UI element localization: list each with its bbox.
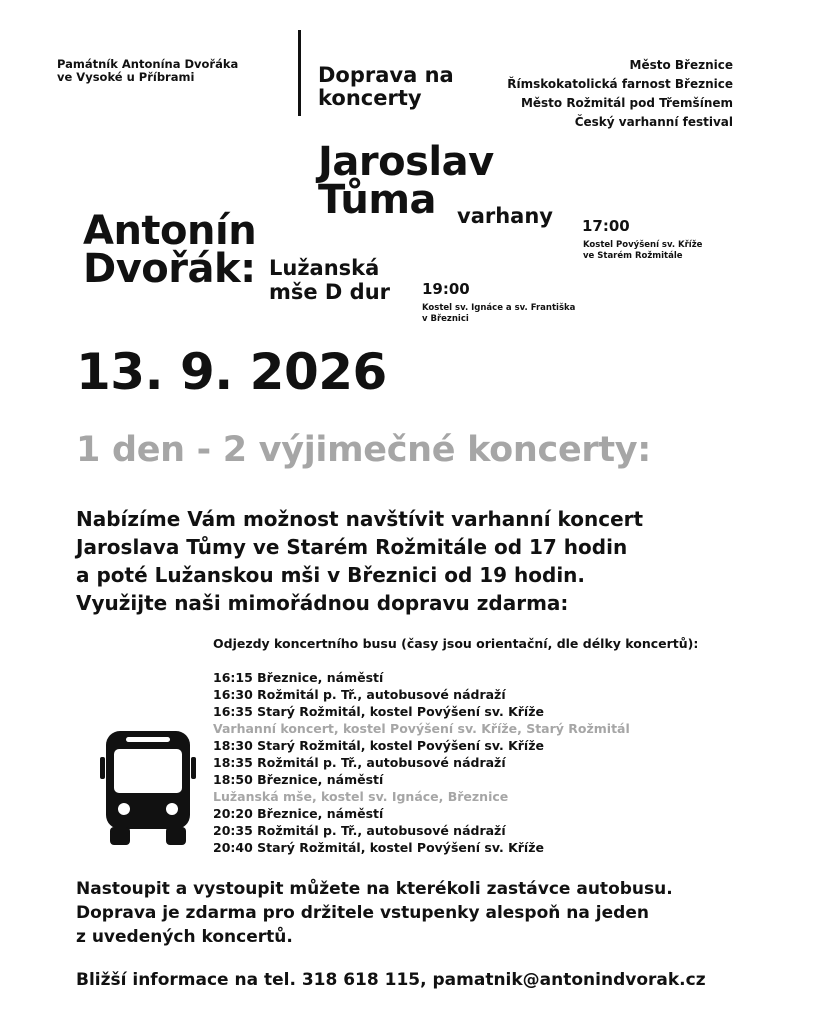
- composer-name: [83, 208, 257, 292]
- schedule-concert-note: Varhanní koncert, kostel Povýšení sv. Kříže, Starý Rožmitál: [213, 721, 630, 736]
- partner-item: Město Rožmitál pod Třemšínem: [520, 96, 733, 110]
- concert2-venue-line-2: v Březnici: [422, 314, 469, 324]
- partner-item: Město Březnice: [629, 58, 733, 72]
- work-title-line-1: Lužanská: [269, 256, 380, 280]
- tagline: 1 den - 2 výjimečné koncerty:: [76, 430, 651, 470]
- footer-info-line: Nastoupit a vystoupit můžete na kterékoli zastávce autobusu.: [76, 879, 673, 899]
- concert1-venue-line-1: Kostel Povýšení sv. Kříže: [583, 240, 703, 250]
- schedule-row: 18:35 Rožmitál p. Tř., autobusové nádraží: [213, 755, 506, 770]
- schedule-row: 18:30 Starý Rožmitál, kostel Povýšení sv. Kříže: [213, 738, 544, 753]
- bus-schedule-heading: Odjezdy koncertního busu (časy jsou orientační, dle délky koncertů):: [213, 636, 699, 651]
- partner-item: Římskokatolická farnost Březnice: [507, 77, 733, 91]
- partner-item: Český varhanní festival: [574, 115, 733, 129]
- intro-line: Nabízíme Vám možnost navštívit varhanní koncert: [76, 507, 644, 531]
- contact-info: Bližší informace na tel. 318 618 115, pamatnik@antonindvorak.cz: [76, 970, 706, 990]
- schedule-row: 16:15 Březnice, náměstí: [213, 670, 384, 685]
- footer-info-line: Doprava je zdarma pro držitele vstupenky alespoň na jeden: [76, 903, 649, 923]
- schedule-row: 20:20 Březnice, náměstí: [213, 806, 384, 821]
- memorial-name: [57, 58, 277, 84]
- event-date: 13. 9. 2026: [76, 343, 387, 401]
- schedule-row: 16:30 Rožmitál p. Tř., autobusové nádraží: [213, 687, 506, 702]
- intro-line: a poté Lužanskou mši v Březnici od 19 hodin.: [76, 563, 586, 587]
- bus-schedule: [213, 669, 630, 856]
- footer-info-line: z uvedených koncertů.: [76, 927, 293, 947]
- schedule-row: 20:35 Rožmitál p. Tř., autobusové nádraží: [213, 823, 506, 838]
- footer-info: [76, 877, 776, 949]
- partners-list: [507, 56, 733, 132]
- composer-first-name: Antonín: [83, 208, 257, 254]
- transport-title: [318, 64, 454, 110]
- concert1-venue-line-2: ve Starém Rožmitále: [583, 251, 683, 261]
- intro-line: Využijte naši mimořádnou dopravu zdarma:: [76, 591, 569, 615]
- intro-line: Jaroslava Tůmy ve Starém Rožmitále od 17 hodin: [76, 535, 628, 559]
- intro-text: [76, 505, 776, 617]
- composer-last-name: Dvořák:: [83, 246, 256, 292]
- concert1-time: 17:00: [582, 217, 630, 235]
- memorial-line-2: ve Vysoké u Příbrami: [57, 70, 195, 84]
- concert2-time: 19:00: [422, 280, 470, 298]
- work-title: [269, 256, 390, 304]
- memorial-line-1: Památník Antonína Dvořáka: [57, 57, 239, 71]
- bus-icon: [100, 729, 196, 851]
- schedule-row: 18:50 Březnice, náměstí: [213, 772, 384, 787]
- work-title-line-2: mše D dur: [269, 280, 391, 304]
- header-divider: [298, 30, 301, 116]
- transport-title-line-1: Doprava na: [318, 63, 454, 87]
- schedule-row: 20:40 Starý Rožmitál, kostel Povýšení sv. Kříže: [213, 840, 544, 855]
- transport-title-line-2: koncerty: [318, 86, 422, 110]
- concert2-venue-line-1: Kostel sv. Ignáce a sv. Františka: [422, 303, 576, 313]
- performer-last-name: Tůma: [318, 177, 437, 223]
- concert1-venue: [583, 240, 733, 262]
- concert2-venue: [422, 303, 582, 325]
- performer-first-name: Jaroslav: [318, 139, 494, 185]
- schedule-concert-note: Lužanská mše, kostel sv. Ignáce, Březnice: [213, 789, 509, 804]
- schedule-row: 16:35 Starý Rožmitál, kostel Povýšení sv. Kříže: [213, 704, 544, 719]
- instrument-label: varhany: [457, 204, 553, 228]
